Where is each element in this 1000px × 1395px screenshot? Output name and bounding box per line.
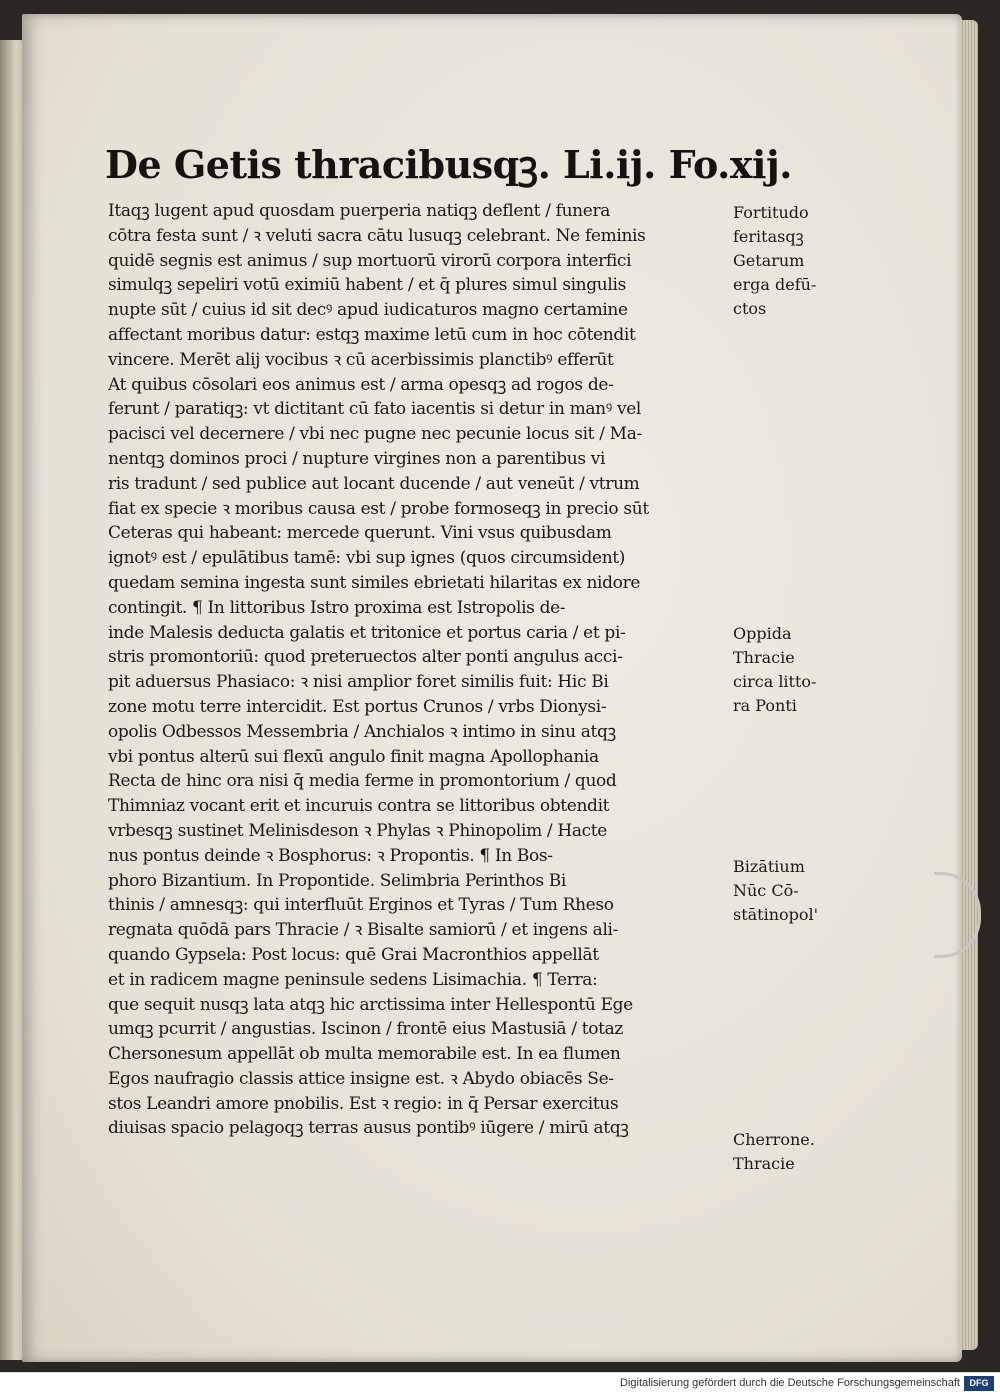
text-line: Egos naufragio classis attice insigne est. ꝛ Abydo obiacēs Se- xyxy=(108,1068,614,1089)
marginal-line: feritasqꝫ xyxy=(733,227,804,246)
text-line: nupte sūt / cuius id sit decꝰ apud iudicaturos magno certamine xyxy=(108,300,628,321)
marginal-line: Fortitudo xyxy=(733,203,809,222)
text-line: ferunt / paratiqꝫ: vt dictitant cū fato iacentis si detur in manꝰ vel xyxy=(108,399,642,420)
text-line: Thimniaz vocant erit et incuruis contra se littoribus obtendit xyxy=(108,796,610,817)
marginal-line: circa litto- xyxy=(733,672,817,691)
marginal-line: Thracie xyxy=(733,1154,795,1173)
marginal-line: Thracie xyxy=(733,648,795,667)
text-line: stris promontoriū: quod preteruectos alter ponti angulus acci- xyxy=(108,647,623,668)
text-line: ignotꝰ est / epulātibus tamē: vbi sup ignes (quos circumsident) xyxy=(108,548,626,569)
marginal-note-2 xyxy=(733,622,843,718)
text-line: simulqꝫ sepeliri votū eximiū habent / et q̄ plures simul singulis xyxy=(108,275,626,296)
text-line: Itaqꝫ lugent apud quosdam puerperia natiqꝫ deflent / funera xyxy=(108,201,611,221)
text-line: contingit. ¶ In littoribus Istro proxima est Istropolis de- xyxy=(108,597,566,618)
text-line: At quibus cōsolari eos animus est / arma opesqꝫ ad rogos de- xyxy=(108,374,614,395)
text-line: ris tradunt / sed publice aut locant ducende / aut veneūt / vtrum xyxy=(108,473,640,494)
marginal-note-3 xyxy=(733,855,843,927)
text-line: phoro Bizantium. In Propontide. Selimbria Perinthos Bi xyxy=(108,870,567,891)
text-line: quando Gypsela: Post locus: quē Grai Macronthios appellāt xyxy=(108,944,599,965)
text-line: nentqꝫ dominos proci / nupture virgines non a parentibus vi xyxy=(108,448,606,469)
text-line: que sequit nusqꝫ lata atqꝫ hic arctissima inter Hellespontū Ege xyxy=(108,994,633,1015)
page-heading: De Getis thracibusqꝫ. Li.ij. Fo.xij. xyxy=(105,142,792,187)
dfg-logo: DFG xyxy=(964,1376,994,1391)
text-line: inde Malesis deducta galatis et tritonice et portus caria / et pi- xyxy=(108,622,626,643)
footer-bar xyxy=(0,1372,1000,1395)
text-line: opolis Odbessos Messembria / Anchialos ꝛ intimo in sinu atqꝫ xyxy=(108,721,616,742)
text-line: cōtra festa sunt / ꝛ veluti sacra cātu lusuqꝫ celebrant. Ne feminis xyxy=(108,225,646,246)
text-line: Recta de hinc ora nisi q̄ media ferme in promontorium / quod xyxy=(108,771,617,792)
text-line: vbi pontus alterū sui flexū angulo finit magna Apollophania xyxy=(108,746,599,767)
text-line: pacisci vel decernere / vbi nec pugne nec pecunie locus sit / Ma- xyxy=(108,424,642,445)
page-edges xyxy=(960,20,978,1350)
marginal-line: ra Ponti xyxy=(733,696,797,715)
footer-credit: Digitalisierung gefördert durch die Deutsche Forschungsgemeinschaft xyxy=(620,1377,960,1389)
text-line: et in radicem magne peninsule sedens Lisimachia. ¶ Terra: xyxy=(108,969,598,990)
text-line: Chersonesum appellāt ob multa memorabile est. In ea flumen xyxy=(108,1044,621,1065)
text-line: fiat ex specie ꝛ moribus causa est / probe formoseqꝫ in precio sūt xyxy=(108,498,649,519)
marginal-line: ctos xyxy=(733,299,767,318)
text-line: vrbesqꝫ sustinet Melinisdeson ꝛ Phylas ꝛ Phinopolim / Hacte xyxy=(108,820,607,841)
text-line: affectant moribus datur: estqꝫ maxime letū cum in hoc cōtendit xyxy=(108,324,636,345)
text-line: stos Leandri amore pnobilis. Est ꝛ regio: in q̄ Persar exercitus xyxy=(108,1093,619,1114)
text-line: quedam semina ingesta sunt similes ebrietati hilaritas ex nidore xyxy=(108,572,641,593)
marginal-note-1 xyxy=(733,201,843,321)
text-line: nus pontus deinde ꝛ Bosphorus: ꝛ Propontis. ¶ In Bos- xyxy=(108,845,553,866)
marginal-line: Cherrone. xyxy=(733,1130,815,1149)
marginal-note-4 xyxy=(733,1128,843,1176)
marginal-line: stātinopol' xyxy=(733,905,819,924)
text-line: thinis / amnesqꝫ: qui interfluūt Erginos et Tyras / Tum Rheso xyxy=(108,895,614,916)
text-line: quidē segnis est animus / sup mortuorū virorū corpora interfici xyxy=(108,250,632,271)
text-line: Ceteras qui habeant: mercede querunt. Vini vsus quibusdam xyxy=(108,523,612,544)
text-line: diuisas spacio pelagoqꝫ terras ausus pontibꝰ iūgere / mirū atqꝫ xyxy=(108,1118,629,1139)
marginal-line: Oppida xyxy=(733,624,792,643)
text-line: vincere. Merēt alij vocibus ꝛ cū acerbissimis planctibꝰ efferūt xyxy=(108,349,614,370)
text-line: pit aduersus Phasiaco: ꝛ nisi amplior foret similis fuit: Hic Bi xyxy=(108,672,609,693)
text-line: zone motu terre intercidit. Est portus Crunos / vrbs Dionysi- xyxy=(108,696,607,717)
marginal-line: Getarum xyxy=(733,251,805,270)
marginal-line: erga defū- xyxy=(733,275,817,294)
text-line: regnata quōdā pars Thracie / ꝛ Bisalte samiorū / et ingens ali- xyxy=(108,920,619,941)
text-line: umqꝫ pcurrit / angustias. Iscinon / frontē eius Mastusiā / totaz xyxy=(108,1019,624,1040)
marginal-line: Bizātium xyxy=(733,857,805,876)
marginal-line: Nūc Cō- xyxy=(733,881,799,900)
body-text xyxy=(108,199,730,1141)
